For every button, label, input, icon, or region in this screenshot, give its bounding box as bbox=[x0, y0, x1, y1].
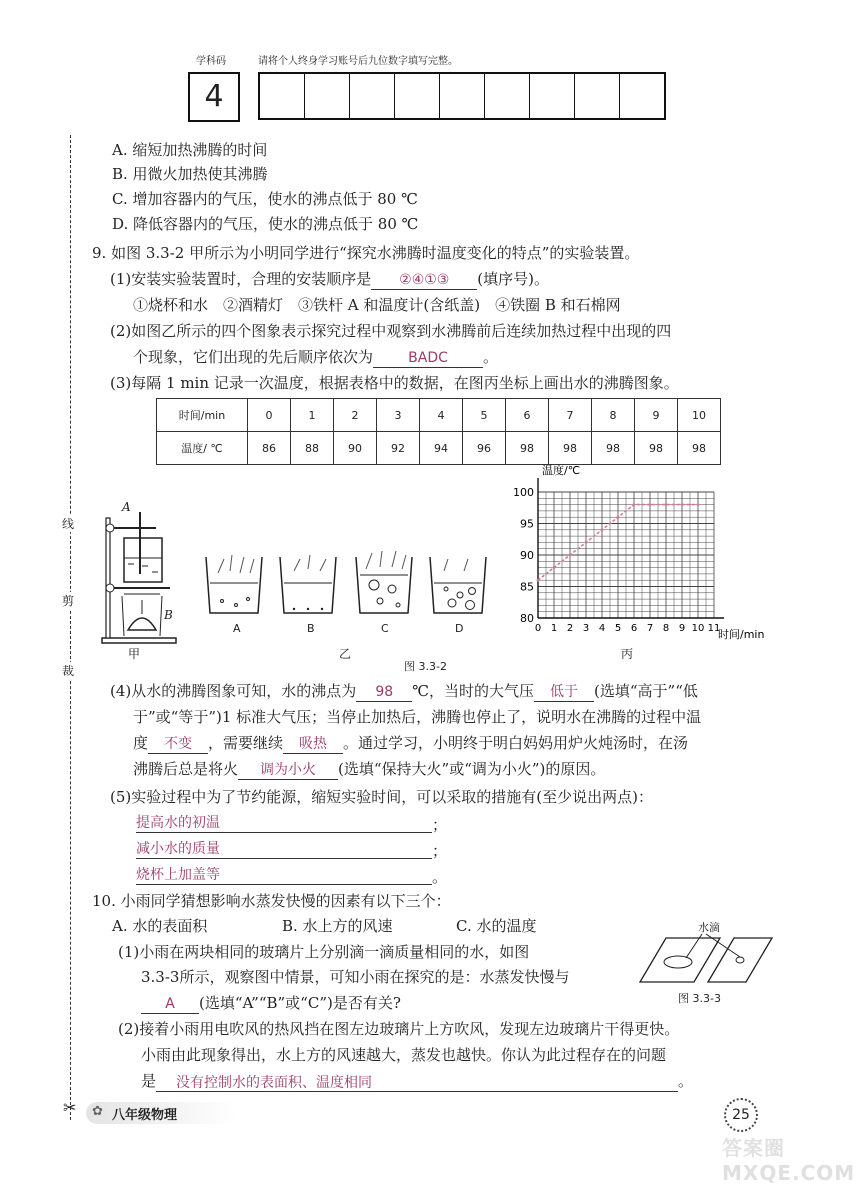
table-cell: 96 bbox=[463, 432, 506, 465]
q10-p1-line1: (1)小雨在两块相同的玻璃片上分别滴一滴质量相同的水，如图 bbox=[118, 943, 530, 961]
fire-answer[interactable]: 调为小火 bbox=[238, 761, 338, 780]
data-point bbox=[601, 528, 604, 531]
figure-caption: 图 3.3-2 bbox=[404, 660, 447, 673]
account-digit-box[interactable] bbox=[395, 74, 440, 118]
table-cell: 98 bbox=[592, 432, 635, 465]
table-cell: 2 bbox=[334, 399, 377, 432]
table-cell: 5 bbox=[463, 399, 506, 432]
option-a: A. 缩短加热沸腾的时间 bbox=[112, 141, 268, 159]
cut-char: 剪 bbox=[62, 594, 75, 608]
q9-p2-prefix: 个现象，它们出现的先后顺序依次为 bbox=[133, 348, 374, 366]
measure-answer-1[interactable]: 提高水的初温 bbox=[136, 812, 432, 833]
beaker-label: A bbox=[233, 622, 241, 635]
table-cell: 10 bbox=[678, 399, 721, 432]
measure-answer-2[interactable]: 减小水的质量 bbox=[136, 838, 432, 859]
y-tick-label: 90 bbox=[520, 549, 534, 562]
q10-option-b: B. 水上方的风速 bbox=[282, 917, 393, 935]
q9-p4-text: 。通过学习，小明终于明白妈妈用炉火炖汤时，在汤 bbox=[343, 734, 689, 752]
table-cell: 94 bbox=[420, 432, 463, 465]
option-c: C. 增加容器内的气压，使水的沸点低于 80 ℃ bbox=[112, 190, 418, 208]
figure-yi-label: 乙 bbox=[339, 647, 352, 661]
x-axis-label: 时间/min bbox=[718, 628, 765, 641]
table-cell: 9 bbox=[635, 399, 678, 432]
q10-p2-line1: (2)接着小雨用电吹风的热风挡在图左边玻璃片上方吹风，发现左边玻璃片干得更快。 bbox=[118, 1020, 680, 1038]
x-tick-label: 7 bbox=[646, 623, 654, 634]
table-row bbox=[157, 399, 721, 432]
q9-p2-line2 bbox=[133, 346, 498, 368]
table-cell: 86 bbox=[248, 432, 291, 465]
q9-p4-text: (选填“保持大火”或“调为小火”)的原因。 bbox=[338, 760, 606, 778]
account-digit-box[interactable] bbox=[575, 74, 620, 118]
answer-end: ； bbox=[432, 842, 448, 860]
table-cell: 7 bbox=[549, 399, 592, 432]
account-digit-box[interactable] bbox=[440, 74, 485, 118]
q10-p2-suffix: 。 bbox=[678, 1072, 694, 1090]
q10-option-c: C. 水的温度 bbox=[456, 917, 537, 935]
x-tick-label: 0 bbox=[534, 623, 542, 634]
account-digit-box[interactable] bbox=[485, 74, 530, 118]
table-cell: 1 bbox=[291, 399, 334, 432]
q10-p1-line3 bbox=[141, 992, 401, 1014]
flower-icon: ✿ bbox=[92, 1104, 103, 1119]
data-point bbox=[649, 503, 652, 506]
book-title: 八年级物理 bbox=[112, 1108, 178, 1123]
account-instruction: 请将个人终身学习账号后九位数字填写完整。 bbox=[258, 56, 458, 67]
label-b: B bbox=[164, 608, 173, 622]
table-cell: 98 bbox=[506, 432, 549, 465]
q9-p3: (3)每隔 1 min 记录一次温度，根据表格中的数据，在图丙坐标上画出水的沸腾图象。 bbox=[110, 374, 679, 392]
x-tick-label: 6 bbox=[630, 623, 638, 634]
y-tick-label: 100 bbox=[513, 486, 534, 499]
table-cell: 92 bbox=[377, 432, 420, 465]
scissors-icon: ✂ bbox=[63, 1098, 77, 1117]
glass-plates-diagram bbox=[636, 932, 776, 988]
answer-end: ； bbox=[432, 816, 448, 834]
watermark: 答案圈 MXQE.COM bbox=[722, 1136, 856, 1185]
table-cell: 88 bbox=[291, 432, 334, 465]
apparatus-diagram bbox=[94, 498, 184, 648]
x-tick-label: 11 bbox=[707, 623, 721, 634]
x-tick-label: 10 bbox=[691, 623, 705, 634]
beaker-b bbox=[280, 555, 336, 613]
fig-3-3-3-caption: 图 3.3-3 bbox=[678, 992, 721, 1005]
x-tick-label: 4 bbox=[598, 623, 606, 634]
q10-p2-answer[interactable]: 没有控制水的表面积、温度相同 bbox=[156, 1074, 678, 1092]
data-point bbox=[569, 554, 572, 557]
q9-p4-text: (4)从水的沸腾图象可知，水的沸点为 bbox=[110, 682, 357, 700]
q9-stem: 9. 如图 3.3-2 甲所示为小明同学进行“探究水沸腾时温度变化的特点”的实验装置。 bbox=[92, 244, 640, 262]
figure-jia-label: 甲 bbox=[128, 647, 141, 661]
y-tick-label: 85 bbox=[520, 580, 534, 594]
beaker-label: C bbox=[381, 622, 389, 635]
boiling-point-answer[interactable]: 98 bbox=[356, 683, 412, 702]
x-tick-label: 5 bbox=[614, 623, 622, 634]
q9-p4-text: 度 bbox=[133, 734, 149, 752]
table-cell: 98 bbox=[549, 432, 592, 465]
q10-stem: 10. 小雨同学猜想影响水蒸发快慢的因素有以下三个： bbox=[92, 892, 451, 910]
q9-p2-answer[interactable]: BADC bbox=[373, 349, 483, 368]
beaker-c bbox=[356, 551, 412, 613]
q9-p4-text: (选填“高于”“低 bbox=[594, 682, 698, 700]
data-point bbox=[681, 503, 684, 506]
beaker-label: B bbox=[307, 622, 315, 635]
table-header: 时间/min bbox=[157, 399, 248, 432]
temperature-answer[interactable]: 不变 bbox=[148, 735, 208, 754]
q9-p4-line4 bbox=[133, 758, 605, 780]
x-tick-label: 3 bbox=[582, 623, 590, 634]
q10-p2-prefix: 是 bbox=[141, 1072, 157, 1090]
heat-answer[interactable]: 吸热 bbox=[283, 735, 343, 754]
q10-p1-suffix: (选填“A”“B”或“C”)是否有关? bbox=[199, 994, 401, 1012]
q9-p1-suffix: (填序号)。 bbox=[477, 270, 549, 288]
q10-p1-answer[interactable]: A bbox=[141, 995, 199, 1014]
table-cell: 98 bbox=[678, 432, 721, 465]
account-digit-box[interactable] bbox=[350, 74, 395, 118]
table-cell: 98 bbox=[635, 432, 678, 465]
water-drop-label: 水滴 bbox=[698, 921, 720, 934]
q9-p1-answer[interactable]: ②④①③ bbox=[371, 271, 477, 290]
q10-option-a: A. 水的表面积 bbox=[112, 917, 208, 935]
data-point bbox=[665, 503, 668, 506]
account-digit-box[interactable] bbox=[260, 74, 305, 118]
subject-code-box: 4 bbox=[188, 72, 240, 122]
y-axis-label: 温度/℃ bbox=[542, 464, 581, 477]
table-cell: 0 bbox=[248, 399, 291, 432]
label-a: A bbox=[122, 500, 131, 514]
measure-answer-3[interactable]: 烧杯上加盖等 bbox=[136, 864, 432, 885]
data-point bbox=[537, 579, 540, 582]
y-tick-label: 95 bbox=[520, 517, 534, 531]
data-point bbox=[585, 541, 588, 544]
option-b: B. 用微火加热使其沸腾 bbox=[112, 165, 268, 183]
q9-p2-suffix: 。 bbox=[483, 348, 499, 366]
y-tick-label: 80 bbox=[520, 612, 534, 625]
beaker-label: D bbox=[455, 622, 464, 635]
pressure-answer[interactable]: 低于 bbox=[534, 683, 594, 702]
data-point bbox=[617, 516, 620, 519]
answer-end: 。 bbox=[432, 868, 448, 886]
table-cell: 4 bbox=[420, 399, 463, 432]
x-tick-label: 9 bbox=[678, 623, 686, 634]
time-temperature-table bbox=[156, 398, 721, 465]
q9-p4-line1 bbox=[110, 680, 698, 702]
x-tick-label: 2 bbox=[566, 623, 574, 634]
table-cell: 6 bbox=[506, 399, 549, 432]
q10-p2-line3 bbox=[141, 1070, 693, 1092]
table-cell: 8 bbox=[592, 399, 635, 432]
data-point bbox=[553, 566, 556, 569]
account-digit-box[interactable] bbox=[305, 74, 350, 118]
q9-p4-text: ℃，当时的大气压 bbox=[412, 682, 535, 700]
beaker-a bbox=[206, 555, 262, 613]
q9-p4-line2: 于”或“等于”)1 标准大气压；当停止加热后，沸腾也停止了，说明水在沸腾的过程中温 bbox=[133, 708, 702, 726]
q9-p4-text: 沸腾后总是将火 bbox=[133, 760, 239, 778]
table-cell: 90 bbox=[334, 432, 377, 465]
table-header: 温度/ ℃ bbox=[157, 432, 248, 465]
q9-p1-prefix: (1)安装实验装置时，合理的安装顺序是 bbox=[110, 270, 372, 288]
table-cell: 3 bbox=[377, 399, 420, 432]
q9-p1-items: ①烧杯和水 ②酒精灯 ③铁杆 A 和温度计(含纸盖) ④铁圈 B 和石棉网 bbox=[133, 296, 621, 314]
q9-p5: (5)实验过程中为了节约能源，缩短实验时间，可以采取的措施有(至少说出两点)： bbox=[110, 788, 653, 806]
boiling-graph bbox=[504, 464, 774, 644]
x-tick-label: 8 bbox=[662, 623, 670, 634]
account-digit-box[interactable] bbox=[620, 74, 664, 118]
cut-line bbox=[70, 135, 71, 1120]
option-d: D. 降低容器内的气压，使水的沸点低于 80 ℃ bbox=[112, 215, 419, 233]
page-number: 25 bbox=[724, 1098, 758, 1132]
beaker-d bbox=[430, 557, 486, 613]
subject-code-label: 学科码 bbox=[196, 56, 226, 67]
account-digit-box[interactable] bbox=[530, 74, 575, 118]
q10-p2-line2: 小雨由此现象得出，水上方的风速越大，蒸发也越快。你认为此过程存在的问题 bbox=[141, 1046, 667, 1064]
table-row bbox=[157, 432, 721, 465]
q9-p1 bbox=[110, 268, 549, 290]
data-point bbox=[697, 503, 700, 506]
q9-p4-line3 bbox=[133, 732, 688, 754]
q9-p4-text: ，需要继续 bbox=[208, 734, 284, 752]
q9-p2-line1: (2)如图乙所示的四个图象表示探究过程中观察到水沸腾前后连续加热过程中出现的四 bbox=[110, 322, 672, 340]
account-number-boxes[interactable] bbox=[258, 72, 666, 120]
beakers-diagram bbox=[200, 545, 490, 625]
x-tick-label: 1 bbox=[550, 623, 558, 634]
data-point bbox=[633, 503, 636, 506]
cut-char: 线 bbox=[62, 517, 75, 531]
figure-bing-label: 丙 bbox=[621, 647, 634, 661]
cut-char: 裁 bbox=[62, 664, 75, 678]
q10-p1-line2: 3.3-3所示，观察图中情景，可知小雨在探究的是：水蒸发快慢与 bbox=[141, 968, 570, 986]
